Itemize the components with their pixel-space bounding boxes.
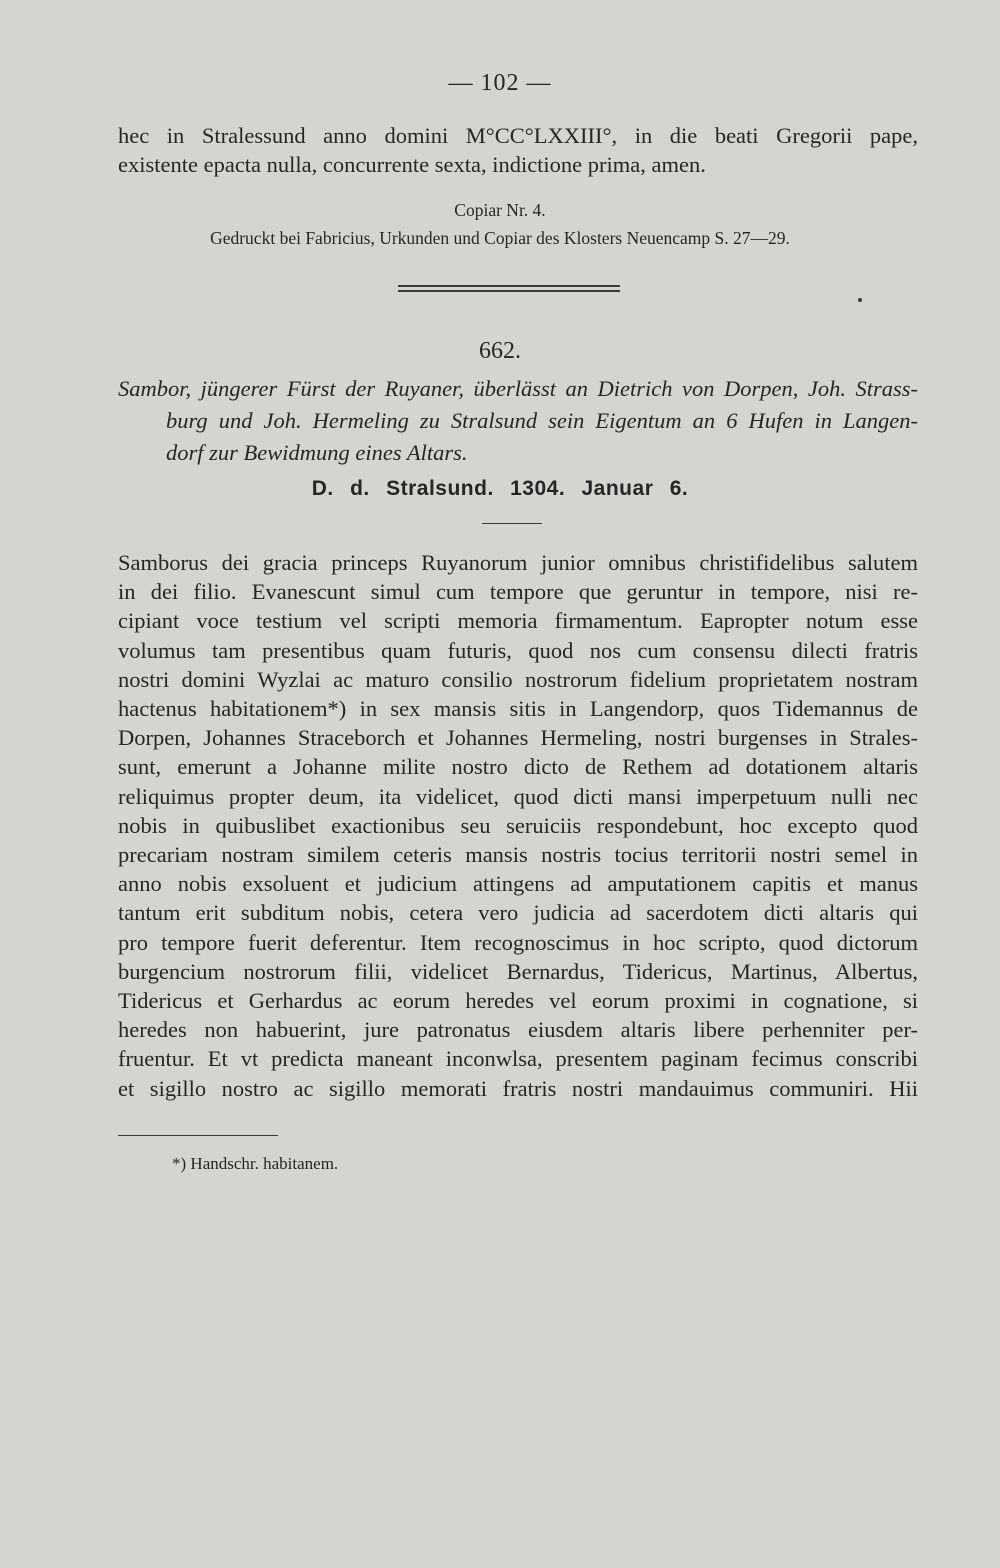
text-line: precariam nostram similem ceteris mansis nostris tocius territorii nostri semel in [118, 842, 918, 868]
text-line: pro tempore fuerit deferentur. Item recognoscimus in hoc scripto, quod dictorum [118, 929, 918, 955]
text-line: tantum erit subditum nobis, cetera vero judicia ad sacerdotem dicti altaris qui [118, 900, 918, 926]
page-number: — 102 — [448, 70, 552, 96]
dating-line: D. d. Stralsund. 1304. Januar 6. [311, 477, 689, 500]
text-line: heredes non habuerint, jure patronatus eiusdem altaris libere perhenniter per- [118, 1017, 918, 1043]
text-line: nobis in quibuslibet exactionibus seu seruiciis respondebunt, hoc excepto quod [118, 812, 918, 838]
text-line: fruentur. Et vt predicta maneant inconwlsa, presentem paginam fecimus conscribi [118, 1046, 918, 1072]
text-line: volumus tam presentibus quam futuris, quod nos cum consensu dilecti fratris [118, 637, 918, 663]
source-note: Copiar Nr. 4. [454, 200, 546, 220]
text-line: burgencium nostrorum filii, videlicet Bernardus, Tidericus, Martinus, Albertus, [118, 958, 918, 984]
text-line: Dorpen, Johannes Straceborch et Johannes Hermeling, nostri burgenses in Strales- [118, 725, 918, 751]
section-separator [398, 285, 620, 292]
text-line: hec in Stralessund anno domini M°CC°LXXIII°, in die beati Gregorii pape, [118, 123, 918, 148]
preceding-document-end [118, 121, 918, 179]
text-line: nostri domini Wyzlai ac maturo consilio nostrorum fidelium proprietatem nostram [118, 666, 918, 692]
text-line: Samborus dei gracia princeps Ruyanorum junior omnibus christifidelibus salutem [118, 550, 918, 575]
print-reference: Gedruckt bei Fabricius, Urkunden und Copiar des Klosters Neuencamp S. 27—29. [210, 228, 790, 248]
text-line: Tidericus et Gerhardus ac eorum heredes vel eorum proximi in cognatione, si [118, 988, 918, 1014]
regest-line: dorf zur Bewidmung eines Altars. [166, 440, 468, 465]
footnote-separator [118, 1135, 278, 1136]
regest-line: burg und Joh. Hermeling zu Stralsund sein Eigentum an 6 Hufen in Langen- [166, 408, 918, 433]
text-line: existente epacta nulla, concurrente sexta, indictione prima, amen. [118, 152, 706, 177]
text-line: hactenus habitationem*) in sex mansis sitis in Langendorp, quos Tidemannus de [118, 696, 918, 722]
footnote: *) Handschr. habitanem. [172, 1154, 339, 1173]
short-separator [482, 523, 542, 524]
text-line: anno nobis exsoluent et judicium attingens ad amputationem capitis et manus [118, 871, 918, 897]
text-line: reliquimus propter deum, ita videlicet, quod dicti mansi imperpetuum nulli nec [118, 783, 918, 809]
text-line: et sigillo nostro ac sigillo memorati fratris nostri mandauimus communiri. Hii [118, 1075, 918, 1101]
charter-text [118, 548, 918, 1103]
text-line: cipiant voce testium vel scripti memoria firmamentum. Eapropter notum esse [118, 608, 918, 634]
regest-summary [118, 373, 918, 469]
print-speck [858, 298, 862, 302]
text-line: in dei filio. Evanescunt simul cum tempore que geruntur in tempore, nisi re- [118, 579, 918, 605]
text-line: sunt, emerunt a Johanne milite nostro dicto de Rethem ad dotationem altaris [118, 754, 918, 780]
document-number: 662. [479, 338, 521, 364]
regest-line: Sambor, jüngerer Fürst der Ruyaner, überlässt an Dietrich von Dorpen, Joh. Strass- [118, 376, 918, 401]
